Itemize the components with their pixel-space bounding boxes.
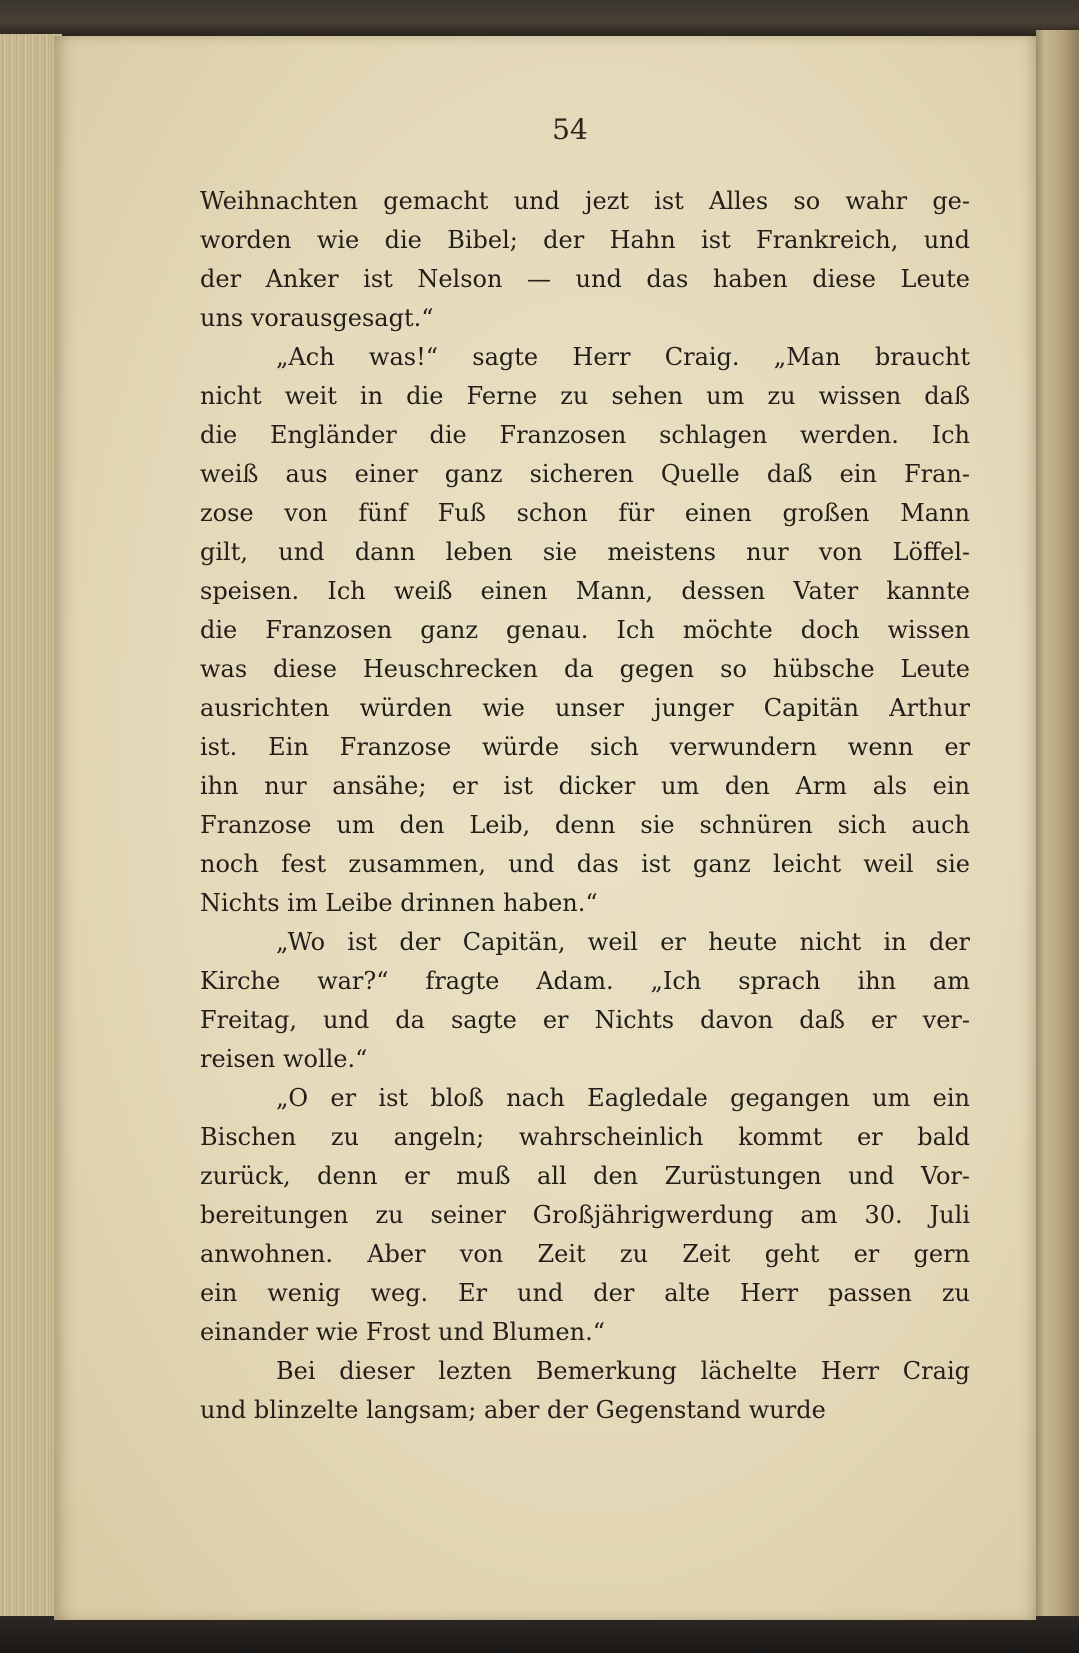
text-line: was diese Heuschrecken da gegen so hübsche Leute <box>200 655 970 683</box>
text-line: ist. Ein Franzose würde sich verwundern wenn er <box>200 733 970 761</box>
text-line: speisen. Ich weiß einen Mann, dessen Vater kannte <box>200 577 970 605</box>
page-stack-left-edge <box>0 34 62 1624</box>
text-line: anwohnen. Aber von Zeit zu Zeit geht er gern <box>200 1240 970 1268</box>
text-line: Weihnachten gemacht und jezt ist Alles so wahr ge- <box>200 187 970 215</box>
text-line: Freitag, und da sagte er Nichts davon daß er ver- <box>200 1006 970 1034</box>
text-line: weiß aus einer ganz sicheren Quelle daß ein Fran- <box>200 460 970 488</box>
text-line: der Anker ist Nelson — und das haben diese Leute <box>200 265 970 293</box>
text-line: worden wie die Bibel; der Hahn ist Frankreich, und <box>200 226 970 254</box>
text-line: noch fest zusammen, und das ist ganz leicht weil sie <box>200 850 970 878</box>
text-line: zurück, denn er muß all den Zurüstungen und Vor- <box>200 1162 970 1190</box>
text-line: die Franzosen ganz genau. Ich möchte doch wissen <box>200 616 970 644</box>
book-cover-bottom-edge <box>0 1616 1079 1653</box>
text-line: ihn nur ansähe; er ist dicker um den Arm als ein <box>200 772 970 800</box>
body-text <box>200 182 1020 1430</box>
text-line: Kirche war?“ fragte Adam. „Ich sprach ihn am <box>200 967 970 995</box>
text-line: zose von fünf Fuß schon für einen großen Mann <box>200 499 970 527</box>
text-line: „Ach was!“ sagte Herr Craig. „Man braucht <box>276 343 970 371</box>
text-line: uns vorausgesagt.“ <box>200 304 434 332</box>
text-line: „Wo ist der Capitän, weil er heute nicht in der <box>276 928 970 956</box>
text-line: bereitungen zu seiner Großjährigwerdung am 30. Juli <box>200 1201 970 1229</box>
text-line: nicht weit in die Ferne zu sehen um zu wissen daß <box>200 382 970 410</box>
text-line: ausrichten würden wie unser junger Capitän Arthur <box>200 694 970 722</box>
page-number: 54 <box>552 113 588 146</box>
text-line: reisen wolle.“ <box>200 1045 368 1073</box>
text-line: und blinzelte langsam; aber der Gegenstand wurde <box>200 1396 826 1424</box>
text-line: Bischen zu angeln; wahrscheinlich kommt er bald <box>200 1123 970 1151</box>
text-line: die Engländer die Franzosen schlagen werden. Ich <box>200 421 970 449</box>
text-line: Franzose um den Leib, denn sie schnüren sich auch <box>200 811 970 839</box>
text-line: gilt, und dann leben sie meistens nur von Löffel- <box>200 538 970 566</box>
text-line: einander wie Frost und Blumen.“ <box>200 1318 605 1346</box>
page-fore-edge-right <box>1036 30 1079 1626</box>
text-line: „O er ist bloß nach Eagledale gegangen um ein <box>276 1084 970 1112</box>
text-line: Bei dieser lezten Bemerkung lächelte Herr Craig <box>276 1357 970 1385</box>
text-line: Nichts im Leibe drinnen haben.“ <box>200 889 598 917</box>
text-line: ein wenig weg. Er und der alte Herr passen zu <box>200 1279 970 1307</box>
book-cover-top-edge <box>0 0 1079 40</box>
